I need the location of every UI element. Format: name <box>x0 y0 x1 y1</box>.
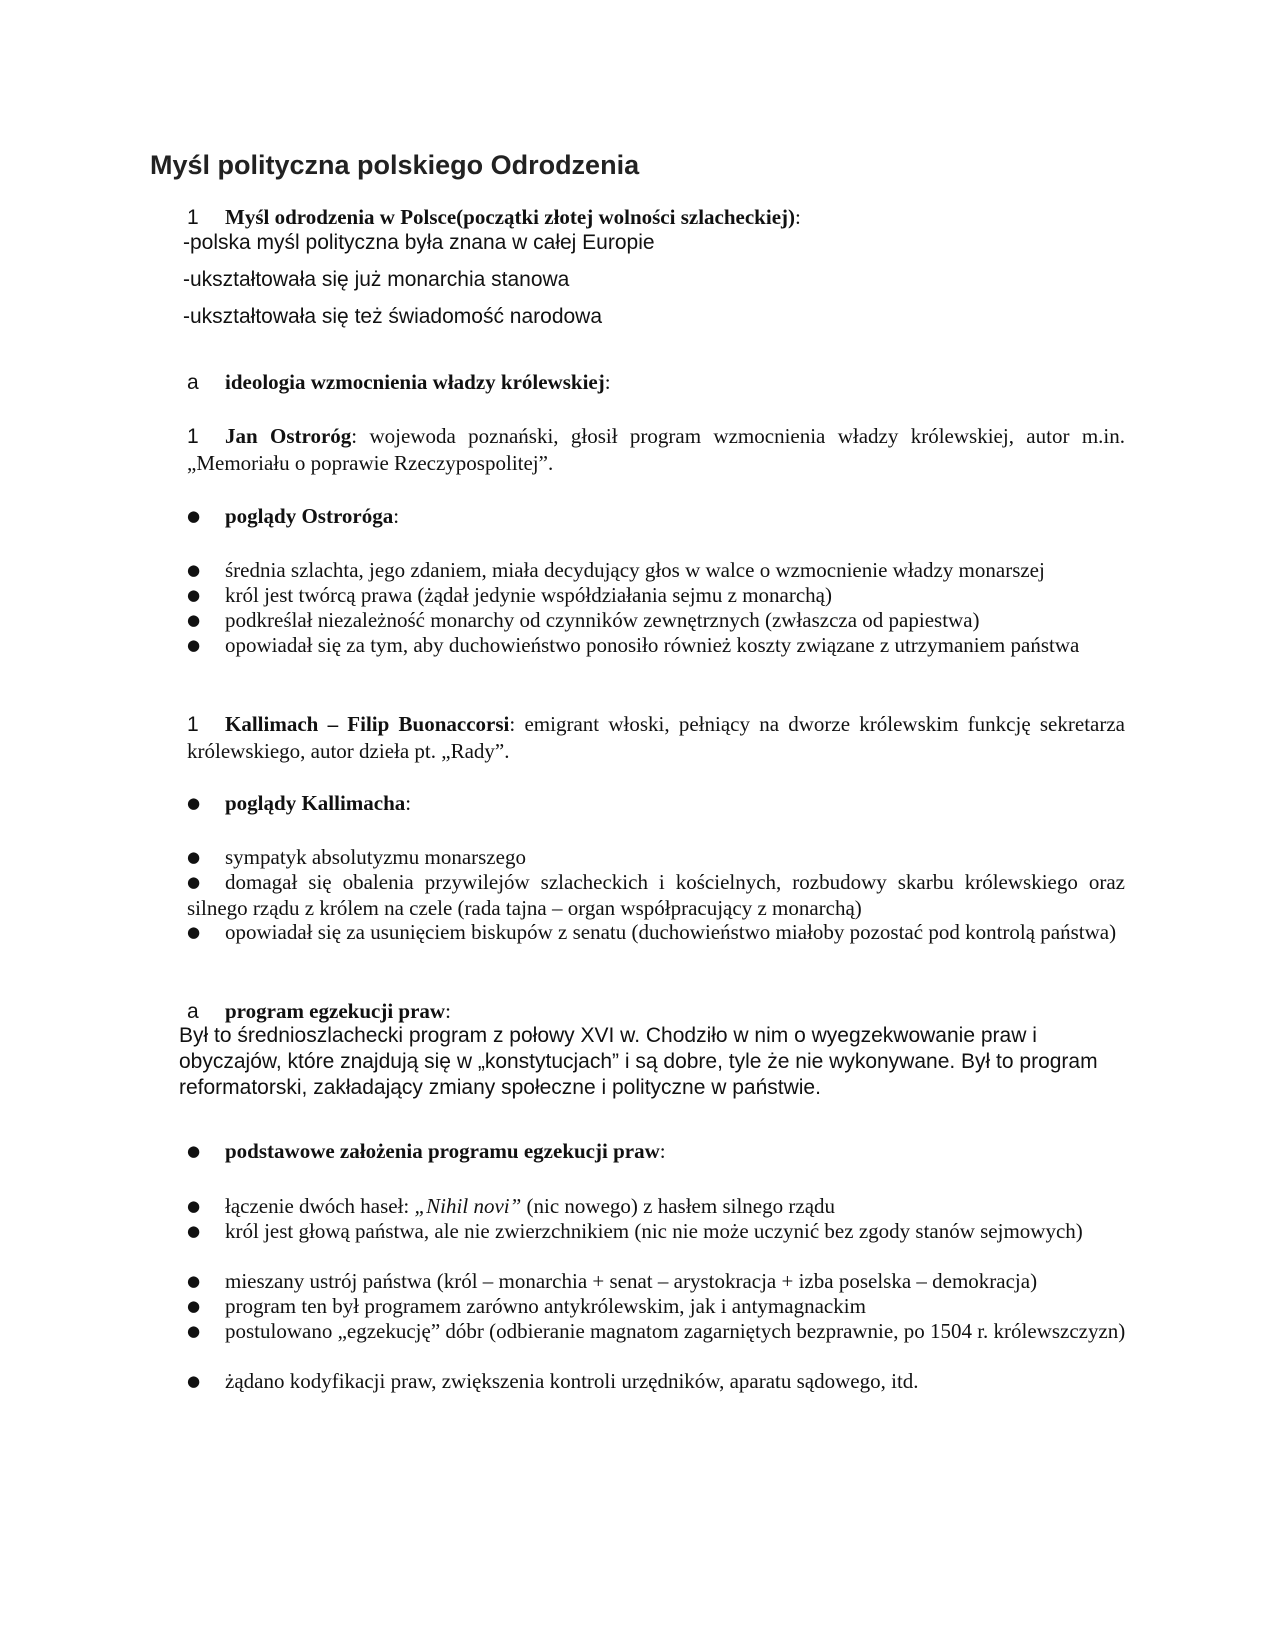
heading-text: ideologia wzmocnienia władzy królewskiej <box>225 370 605 394</box>
item-text: podkreślał niezależność monarchy od czynników zewnętrznych (zwłaszcza od papiestwa) <box>225 608 980 632</box>
quote-text: „Nihil novi” <box>414 1194 522 1218</box>
bullet-icon: ● <box>187 923 201 941</box>
heading-colon: : <box>405 791 412 815</box>
heading-text: poglądy Kallimacha <box>225 791 406 815</box>
kallimach-paragraph <box>187 711 1125 764</box>
heading-colon: : <box>445 999 451 1023</box>
list-item <box>187 607 1125 633</box>
heading-text: program egzekucji praw <box>225 999 446 1023</box>
list-marker: 1 <box>187 206 199 229</box>
section-heading-odrodzenie <box>187 204 1125 231</box>
bullet-icon: ● <box>187 1372 201 1390</box>
item-text: król jest twórcą prawa (żądał jedynie współdziałania sejmu z monarchą) <box>225 583 833 607</box>
list-item <box>187 632 1125 658</box>
list-item <box>187 1318 1163 1344</box>
list-item <box>187 1193 1163 1219</box>
item-text: domagał się obalenia przywilejów szlacheckich i kościelnych, rozbudowy skarbu królewskiego oraz silnego rządu z królem na czele (rada tajna – organ współpracujący z monarchą) <box>187 870 1125 920</box>
bullet-icon: ● <box>187 1272 201 1290</box>
item-text: mieszany ustrój państwa (król – monarchia + senat – arystokracja + izba poselska – demokracja) <box>225 1269 1038 1293</box>
list-item <box>187 869 1125 921</box>
person-name: Jan Ostroróg <box>225 424 352 448</box>
section-heading-egzekucja <box>187 998 1125 1025</box>
paragraph-text: : wojewoda poznański, głosił program wzmocnienia władzy królewskiej, autor m.in. „Memoriału o poprawie Rzeczypospolitej”. <box>187 424 1125 475</box>
egzekucja-paragraph: Był to średnioszlachecki program z połowy XVI w. Chodziło w nim o wyegzekwowanie praw i obyczajów, które znajdują się w „konstytucjach” i są dobre, tyle że nie wykonywane. Był to program reformatorski, zakładający zmiany społeczne i polityczne w państwie. <box>179 1024 1098 1099</box>
list-item <box>187 1218 1163 1244</box>
item-text: średnia szlachta, jego zdaniem, miała decydujący głos w walce o wzmocnienie władzy monarszej <box>225 558 1045 582</box>
bullet-icon: ● <box>187 873 201 891</box>
heading-text: poglądy Ostroróga <box>225 504 394 528</box>
bullet-icon: ● <box>187 848 201 866</box>
ostrorog-paragraph <box>187 423 1125 476</box>
item-text: program ten był programem zarówno antykrólewskim, jak i antymagnackim <box>225 1294 866 1318</box>
bullet-icon: ● <box>187 1297 201 1315</box>
item-text: sympatyk absolutyzmu monarszego <box>225 845 526 869</box>
item-text: król jest głową państwa, ale nie zwierzchnikiem (nic nie może uczynić bez zgody stanów sejmowych) <box>225 1219 1083 1243</box>
heading-colon: : <box>604 370 611 394</box>
heading-text: podstawowe założenia programu egzekucji praw <box>225 1139 660 1163</box>
section-heading-ideologia <box>187 369 1125 396</box>
heading-text: Myśl odrodzenia w Polsce(początki złotej wolności szlacheckiej) <box>225 205 796 229</box>
person-name: Kallimach – Filip Buonaccorsi <box>225 712 510 736</box>
text-line: -ukształtowała się już monarchia stanowa <box>183 268 570 291</box>
list-item <box>187 844 1125 870</box>
list-item <box>187 1293 1163 1319</box>
list-item <box>187 919 1125 945</box>
paragraph-text: : emigrant włoski, pełniący na dworze królewskim funkcję sekretarza królewskiego, autor dzieła pt. „Rady”. <box>187 712 1125 763</box>
heading-colon: : <box>659 1139 666 1163</box>
views-heading-kallimach <box>187 790 1125 816</box>
bullet-icon: ● <box>187 561 201 579</box>
bullet-icon: ● <box>187 1197 201 1215</box>
bullet-icon: ● <box>187 611 201 629</box>
heading-colon: : <box>795 205 801 229</box>
list-marker: a <box>187 1000 199 1023</box>
bullet-icon: ● <box>187 1222 201 1240</box>
list-item <box>187 557 1125 583</box>
list-item <box>187 1268 1163 1294</box>
assumptions-heading <box>187 1138 1125 1164</box>
list-marker: a <box>187 371 199 394</box>
bullet-icon: ● <box>187 507 201 525</box>
bullet-icon: ● <box>187 586 201 604</box>
list-item <box>187 1368 1163 1394</box>
item-text: opowiadał się za usunięciem biskupów z senatu (duchowieństwo miałoby pozostać pod kontrolą państwa) <box>225 920 1117 944</box>
item-text: łączenie dwóch haseł: <box>225 1194 415 1218</box>
text-line: -ukształtowała się też świadomość narodowa <box>183 305 603 328</box>
list-item <box>187 582 1125 608</box>
item-text: opowiadał się za tym, aby duchowieństwo ponosiło również koszty związane z utrzymaniem państwa <box>225 633 1080 657</box>
bullet-icon: ● <box>187 1142 201 1160</box>
document-title: Myśl polityczna polskiego Odrodzenia <box>150 150 640 180</box>
bullet-icon: ● <box>187 794 201 812</box>
list-marker: 1 <box>187 425 199 448</box>
views-heading-ostrorog <box>187 503 1125 529</box>
list-marker: 1 <box>187 713 199 736</box>
item-text: postulowano „egzekucję” dóbr (odbieranie magnatom zagarniętych bezprawnie, po 1504 r. królewszczyzn) <box>225 1319 1126 1343</box>
item-text: żądano kodyfikacji praw, zwiększenia kontroli urzędników, aparatu sądowego, itd. <box>225 1369 919 1393</box>
heading-colon: : <box>393 504 400 528</box>
item-text: (nic nowego) z hasłem silnego rządu <box>521 1194 836 1218</box>
bullet-icon: ● <box>187 636 201 654</box>
bullet-icon: ● <box>187 1322 201 1340</box>
text-line: -polska myśl polityczna była znana w całej Europie <box>183 231 655 254</box>
